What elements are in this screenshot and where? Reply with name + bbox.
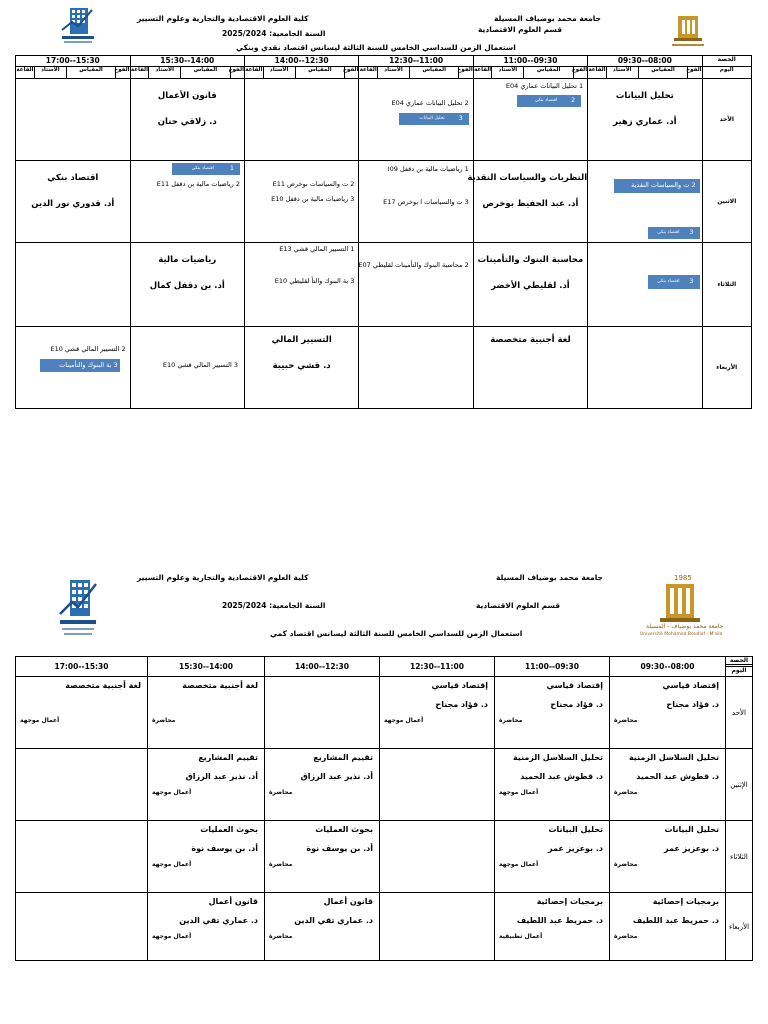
- group-line: 1 رياضيات مالية بن دقفل I09: [387, 165, 469, 173]
- sub-group: الفوج: [573, 67, 587, 79]
- course-name: تحليل البيانات: [615, 91, 674, 101]
- course-name: [380, 825, 488, 834]
- mon-slot-2: [467, 161, 588, 243]
- tue-slot-1: [588, 243, 702, 327]
- session-type: أعمال موجهة: [20, 717, 60, 724]
- faculty-logo: [58, 2, 98, 46]
- group-line: 3 بة البنوك والتأ لقليطي E10: [274, 277, 355, 285]
- course-name: محاسبة البنوك والتأمينات: [477, 255, 584, 265]
- sub-module: المقياس: [295, 67, 344, 79]
- slot-1: 08:00--09:30: [610, 657, 726, 677]
- sub-group: الفوج: [116, 67, 130, 79]
- schedule-row: [16, 749, 753, 821]
- course-name: لغة أجنبية متخصصة: [182, 681, 258, 690]
- teacher-name: د. حمريط عبد اللطيف: [516, 916, 603, 925]
- sub-module: المقياس: [638, 67, 687, 79]
- sub-room: القاعة: [130, 67, 149, 79]
- sub-module: المقياس: [181, 67, 230, 79]
- schedule-cell: [265, 893, 380, 961]
- sub-teacher: الأستاذ: [34, 67, 66, 79]
- slot-4: 12:30--14:00: [244, 56, 358, 67]
- header-slot: الحصة: [702, 56, 751, 67]
- slot-3: 11:00--12:30: [380, 657, 495, 677]
- sub-room: القاعة: [359, 67, 378, 79]
- logo-year: 1985: [674, 574, 692, 582]
- department-name: قسم العلوم الاقتصادية: [478, 25, 563, 34]
- session-type: أعمال موجهة: [499, 789, 539, 796]
- faculty-name: كلية العلوم الاقتصادية والتجارية وعلوم التسيير: [137, 14, 309, 23]
- group-line: 2 رياضيات مالية بن دقفل E11: [156, 180, 240, 188]
- sun-slot-2: [473, 79, 587, 161]
- university-logo: [640, 574, 740, 640]
- group-number: 3: [689, 228, 694, 236]
- slot-6: 15:30--17:00: [16, 657, 148, 677]
- session-type: [16, 861, 141, 868]
- slot-6: 15:30--17:00: [16, 56, 131, 67]
- group-line: 3 ت والسياسات ا بوخرص E17: [383, 198, 469, 206]
- session-type: [380, 861, 488, 868]
- teacher-name: د. عماري تقي الدين: [179, 916, 258, 925]
- teacher-name: أد. بن يوسف نوة: [191, 844, 258, 853]
- mon-slot-3: [359, 161, 473, 243]
- slot-4: 12:30--14:00: [265, 657, 380, 677]
- group-line-highlight: [172, 163, 240, 175]
- mon-slot-5: [130, 161, 244, 243]
- course-name: لغة أجنبية متخصصة: [65, 681, 141, 690]
- schedule-cell: [16, 749, 148, 821]
- mon-slot-4: [244, 161, 358, 243]
- teacher-name: [16, 844, 141, 853]
- session-type: [16, 933, 141, 940]
- sun-slot-3: [359, 79, 473, 161]
- sub-module: المقياس: [524, 67, 573, 79]
- university-name: جامعة محمد بوضياف المسيلة: [496, 573, 603, 582]
- group-number: 3: [689, 277, 694, 285]
- session-type: محاضرة: [269, 861, 293, 868]
- teacher-name: [265, 700, 373, 709]
- session-type: محاضرة: [614, 933, 638, 940]
- session-type: [16, 789, 141, 796]
- schedule-section-1: [0, 0, 768, 420]
- day-monday: الاثنين: [702, 161, 751, 243]
- teacher-name: أد. عماري زهير: [613, 117, 677, 127]
- group-line: 2 ت والسياسات بوخرص E11: [272, 180, 355, 188]
- course-name: إقتصاد قياسي: [662, 681, 719, 690]
- slot-1: 08:00--09:30: [588, 56, 702, 67]
- teacher-name: [380, 844, 488, 853]
- sun-slot-6: [16, 79, 131, 161]
- teacher-name: أد. نذير عبد الرزاق: [185, 772, 258, 781]
- group-line: 1 تحليل البيانات عماري E04: [505, 82, 584, 90]
- module-label: اقتصاد بنكي: [534, 98, 558, 103]
- course-name: تحليل السلاسل الزمنية: [512, 753, 603, 762]
- teacher-name: [380, 772, 488, 781]
- group-line: 2 تحليل البيانات عماري E04: [391, 99, 469, 107]
- group-line: 3 التسيير المالي قشي E10: [162, 361, 238, 369]
- wed-slot-1: [588, 327, 702, 409]
- wed-slot-5: [130, 327, 244, 409]
- sub-module: المقياس: [409, 67, 458, 79]
- course-name: تقييم المشاريع: [198, 753, 258, 762]
- group-line-highlight: [40, 359, 120, 372]
- logo-latin: Université Mohamed Boudiaf - M'sila: [640, 632, 723, 637]
- course-name: تقييم المشاريع: [313, 753, 373, 762]
- schedule-cell: [148, 677, 265, 749]
- logo-arabic: جامعة محمد بوضياف - المسيلة: [646, 623, 724, 630]
- course-name: إقتصاد قياسي: [546, 681, 603, 690]
- module-label: اقتصاد بنكي: [191, 166, 214, 171]
- schedule-cell: [610, 749, 726, 821]
- schedule-cell: [495, 821, 610, 893]
- group-line-highlight: [399, 113, 469, 125]
- academic-year: السنة الجامعية: 2025/2024: [222, 601, 326, 610]
- sun-slot-4: [244, 79, 358, 161]
- teacher-name: د. قشي حبيبة: [272, 361, 331, 371]
- group-line: 1 التسيير المالي قشي E13: [279, 245, 355, 253]
- header-slot: [726, 657, 753, 667]
- course-name: اقتصاد بنكي: [47, 173, 99, 183]
- course-name: تحليل السلاسل الزمنية: [628, 753, 719, 762]
- group-line: 2 التسيير المالي قشي E10: [50, 345, 126, 353]
- sub-teacher: الأستاذ: [263, 67, 295, 79]
- sub-room: القاعة: [473, 67, 492, 79]
- course-name: برمجيات إحصائية: [652, 897, 719, 906]
- sun-slot-5: [130, 79, 244, 161]
- schedule-title: استعمال الزمن للسداسي الخامس للسنة الثالثة ليسانس اقتصاد كمي: [270, 629, 523, 638]
- teacher-name: [16, 772, 141, 781]
- day-sunday: الأحد: [702, 79, 751, 161]
- day-label: الأربعاء: [726, 893, 753, 961]
- group-line: 2 محاسبة البنوك والتأمينات لقليطي E07: [358, 261, 469, 269]
- session-type: محاضرة: [499, 717, 523, 724]
- day-wednesday: الأربعاء: [702, 327, 751, 409]
- session-type: محاضرة: [614, 717, 638, 724]
- sub-group: الفوج: [230, 67, 244, 79]
- tue-slot-5: [130, 243, 244, 327]
- session-type: [265, 717, 373, 724]
- group-line: 3 رياضيات مالية بن دقفل E10: [271, 195, 355, 203]
- course-name: [380, 753, 488, 762]
- teacher-name: [16, 916, 141, 925]
- session-type: محاضرة: [269, 789, 293, 796]
- sub-module: المقياس: [66, 67, 115, 79]
- slot-2: 09:30--11:00: [495, 657, 610, 677]
- tue-slot-2: [473, 243, 587, 327]
- day-label: الأحد: [726, 677, 753, 749]
- teacher-name: د. بوعزيز عمر: [664, 844, 719, 853]
- course-name: [265, 681, 373, 690]
- schedule-cell: [495, 677, 610, 749]
- group-line-highlight: [648, 227, 700, 239]
- group-line: 3 بة البنوك والتأمينات: [59, 361, 118, 369]
- module-label: اقتصاد بنكي: [657, 230, 680, 235]
- teacher-name: د. قطوش عبد الحميد: [520, 772, 603, 781]
- sub-room: القاعة: [16, 67, 35, 79]
- schedule-table-2: [15, 656, 753, 961]
- group-number: 1: [229, 164, 234, 172]
- slot-3: 11:00--12:30: [359, 56, 473, 67]
- course-name: برمجيات إحصائية: [536, 897, 603, 906]
- course-name: رياضيات مالية: [158, 255, 217, 265]
- session-type: [380, 789, 488, 796]
- schedule-cell: [16, 821, 148, 893]
- sub-teacher: الأستاذ: [606, 67, 638, 79]
- schedule-cell: [610, 677, 726, 749]
- teacher-name: [380, 916, 488, 925]
- teacher-name: د. زلاقي حنان: [157, 117, 217, 127]
- department-name: قسم العلوم الاقتصادية: [476, 601, 561, 610]
- sub-teacher: الأستاذ: [149, 67, 181, 79]
- sub-room: القاعة: [244, 67, 263, 79]
- wed-slot-4: [244, 327, 358, 409]
- schedule-title: استعمال الزمن للسداسي الخامس للسنة الثالثة ليسانس اقتصاد نقدي وبنكي: [236, 43, 516, 52]
- course-name: إقتصاد قياسي: [431, 681, 488, 690]
- teacher-name: د. حمريط عبد اللطيف: [632, 916, 719, 925]
- wed-slot-6: [16, 327, 131, 409]
- teacher-name: [148, 700, 258, 709]
- schedule-cell: [148, 893, 265, 961]
- schedule-cell: [380, 749, 495, 821]
- schedule-cell: [610, 893, 726, 961]
- course-name: [16, 825, 141, 834]
- session-type: أعمال موجهة: [152, 861, 192, 868]
- session-type: [380, 933, 488, 940]
- group-line-highlight: [517, 95, 581, 107]
- session-type: أعمال تطبيقية: [499, 933, 543, 940]
- teacher-name: د. فؤاد مجناح: [666, 700, 719, 709]
- course-name: قانون أعمال: [208, 897, 258, 906]
- schedule-row: [16, 677, 753, 749]
- sub-teacher: الأستاذ: [378, 67, 410, 79]
- schedule-cell: [380, 893, 495, 961]
- schedule-cell: [265, 821, 380, 893]
- session-type: أعمال موجهة: [152, 789, 192, 796]
- day-tuesday: الثلاثاء: [702, 243, 751, 327]
- course-name: [16, 753, 141, 762]
- schedule-cell: [495, 749, 610, 821]
- header-day: اليوم: [726, 667, 753, 677]
- session-type: أعمال موجهة: [499, 861, 539, 868]
- schedule-cell: [610, 821, 726, 893]
- faculty-logo: [56, 574, 100, 640]
- schedule-cell: [148, 821, 265, 893]
- course-name: [380, 897, 488, 906]
- sub-room: القاعة: [588, 67, 607, 79]
- teacher-name: د. عماري تقي الدين: [294, 916, 373, 925]
- course-name: قانون أعمال: [323, 897, 373, 906]
- teacher-name: أد. بن دقفل كمال: [149, 281, 225, 291]
- course-name: لغة أجنبية متخصصة: [490, 335, 571, 345]
- teacher-name: د. قطوش عبد الحميد: [636, 772, 719, 781]
- day-label: الثلاثاء: [726, 821, 753, 893]
- schedule-row: [16, 821, 753, 893]
- teacher-name: أد. قدوري نور الدين: [31, 199, 115, 209]
- course-name: تحليل البيانات: [664, 825, 719, 834]
- university-name: جامعة محمد بوضياف المسيلة: [494, 14, 601, 23]
- schedule-cell: [495, 893, 610, 961]
- course-name: النظريات والسياسات النقدية: [467, 173, 588, 183]
- wed-slot-3: [359, 327, 473, 409]
- course-name: بحوث العمليات: [200, 825, 258, 834]
- course-name: بحوث العمليات: [315, 825, 373, 834]
- course-name: قانون الأعمال: [157, 91, 217, 101]
- mon-slot-1: [588, 161, 702, 243]
- tue-slot-4: [244, 243, 358, 327]
- session-type: محاضرة: [269, 933, 293, 940]
- teacher-name: د. فؤاد مجناح: [435, 700, 488, 709]
- sub-group: الفوج: [459, 67, 473, 79]
- course-name: التسيير المالي: [271, 335, 332, 345]
- sub-group: الفوج: [688, 67, 702, 79]
- slot-5: 14:00--15:30: [130, 56, 244, 67]
- schedule-cell: [380, 821, 495, 893]
- group-line-highlight: [648, 275, 700, 289]
- tue-slot-6: [16, 243, 131, 327]
- faculty-name: كلية العلوم الاقتصادية والتجارية وعلوم التسيير: [137, 573, 309, 582]
- teacher-name: [16, 700, 141, 709]
- wed-slot-2: [473, 327, 587, 409]
- schedule-cell: [380, 677, 495, 749]
- schedule-section-2: [0, 560, 768, 980]
- schedule-table-1: [15, 55, 752, 409]
- session-type: أعمال موجهة: [152, 933, 192, 940]
- teacher-name: أد. لقليطي الأخضر: [491, 281, 570, 291]
- group-line-highlight: [614, 179, 700, 193]
- header-day: اليوم: [702, 67, 751, 79]
- group-number: 2: [571, 96, 576, 104]
- module-label: اقتصاد بنكي: [657, 279, 680, 284]
- teacher-name: أد. عبد الحفيظ بوخرص: [482, 199, 579, 209]
- schedule-cell: [16, 677, 148, 749]
- session-type: محاضرة: [614, 789, 638, 796]
- slot-5: 14:00--15:30: [148, 657, 265, 677]
- teacher-name: أد. نذير عبد الرزاق: [300, 772, 373, 781]
- course-name: [16, 897, 141, 906]
- schedule-row: [16, 893, 753, 961]
- sub-group: الفوج: [345, 67, 359, 79]
- header-slot-label: الحصة: [726, 657, 752, 665]
- tue-slot-3: [359, 243, 473, 327]
- sun-slot-1: [588, 79, 702, 161]
- session-type: محاضرة: [152, 717, 176, 724]
- schedule-cell: [265, 749, 380, 821]
- teacher-name: أد. بن يوسف نوة: [306, 844, 373, 853]
- sub-teacher: الأستاذ: [492, 67, 524, 79]
- course-name: تحليل البيانات: [548, 825, 603, 834]
- teacher-name: د. فؤاد مجناح: [550, 700, 603, 709]
- university-logo: [668, 14, 708, 50]
- schedule-cell: [148, 749, 265, 821]
- schedule-cell: [265, 677, 380, 749]
- schedule-cell: [16, 893, 148, 961]
- module-label: تحليل البيانات: [419, 116, 445, 121]
- slot-2: 09:30--11:00: [473, 56, 587, 67]
- day-label: الإثنين: [726, 749, 753, 821]
- academic-year: السنة الجامعية: 2025/2024: [222, 29, 326, 38]
- group-line: 2 ت والسياسات النقدية: [631, 181, 696, 189]
- teacher-name: د. بوعزيز عمر: [548, 844, 603, 853]
- group-number: 3: [458, 114, 463, 122]
- mon-slot-6: [16, 161, 131, 243]
- session-type: محاضرة: [614, 861, 638, 868]
- session-type: أعمال موجهة: [384, 717, 424, 724]
